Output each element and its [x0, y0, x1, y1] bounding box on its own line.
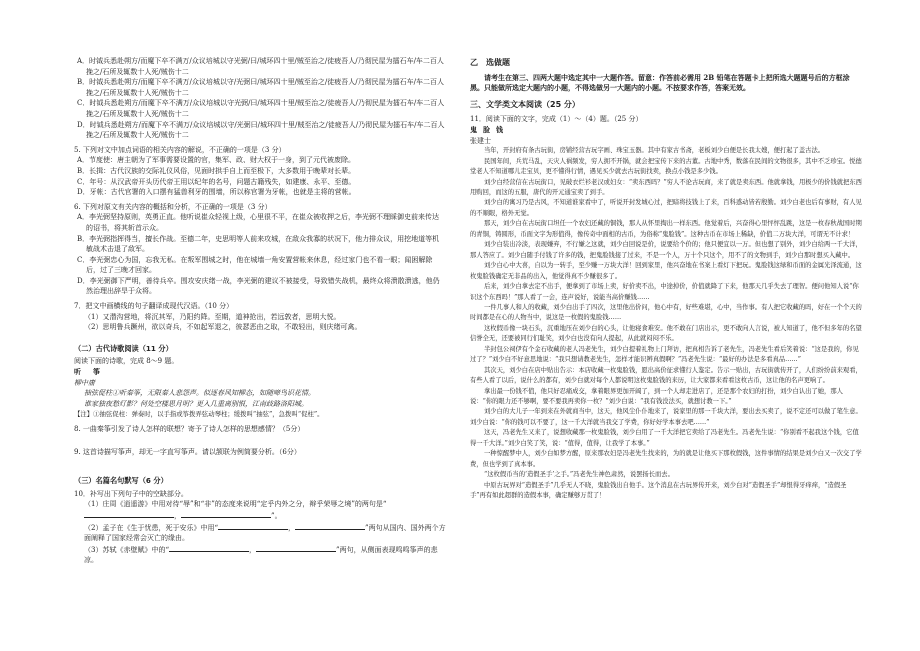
option-c: C．时钺兵悉赴朔方/而魔下卒不满万/众议培城以守光弼/曰/城环四十里/贼至治之/徒疲吾人/乃彻民屋为擂石车/车二百人挽之/石所及辄数十人死/贼伤十二 — [77, 99, 445, 118]
story-paragraph: 刘少白的大儿子一年到来在外就商当中，这天，他风尘仆仆地来了，说家里的那一千块大洋，要出去买卖了，说不定还可以做了笔生意。刘少白说：“你的钱可以不要了，这一千大洋就当我交了学费，你好好学本事去吧……” — [470, 408, 862, 426]
q6-option-d: D．李光弼御下严明，善待兵卒。围攻安庆绪一战，李光弼的建议不被接受，导致错失战机，最终众将溃散溃逃，他仍然治理出辞旱于众将。 — [77, 276, 440, 296]
story-paragraph: 那天，刘少白在古玩街口坦任一个农妇还藏的铜钱，那人从怀里掏出一样东西。他觉着后，兴奋得心里怦怦乱跳，这是一枚春秋战国时期的青铜，铸圆形，币面文字为形值得，像传奇中面相的古币，为俗称“鬼脸钱”。这种古币在市场上稀缺，价值二万块大洋，可谓无不计求！ — [470, 220, 862, 238]
answer-blank[interactable] — [181, 510, 271, 518]
answer-blank[interactable] — [256, 544, 336, 552]
answer-blank[interactable] — [295, 522, 365, 530]
story-paragraph: 中原古玩界对“造假圣手”几乎无人不晓，鬼脸钱出自他手。这个消息在古玩界传开来，刘少白对“造假圣手”却恨得牙痒痒，“造假圣手”再有如此超群的造假本事，确定赚够万贯了！ — [470, 481, 847, 500]
question-7: 7．把文中画横线的句子翻译成现代汉语。（10 分） — [74, 302, 234, 311]
story-paragraph: 刘少白装出冷淡，表现嫌弃，不行嫌之这就，刘少白回说是价，说要给个价的；他只便宜以一万。但也想了别外，刘少白给两一千大洋，那人答应了。刘少白随手付钱了许多的钱，把鬼脸钱接了过来，不是一个人，万十个只这个，用不了的文物到手，刘少白那时想买入藏中。 — [470, 241, 862, 259]
left-column — [74, 56, 446, 566]
question-10: 10．补写出下列句子中的空缺部分。 — [74, 489, 188, 498]
poem-title: 听筝 — [74, 368, 112, 377]
poem-line-2: 谁家独夜愁灯影？何处空楼思月明？更入几重离别恨，江南歧路洛阳城。 — [84, 399, 308, 408]
famous-lines-section-title: （三）名篇名句默写（6 分） — [74, 476, 168, 486]
answer-blank[interactable] — [169, 544, 249, 552]
story-paragraph: 一件几事人和人的收藏，刘少白出手了四次，这里他出价问，他心中有，好些难堪，心中，当作事。有人把它收藏的吗，好在一个个天的时间都是在心的人物当中，说这是一枚假的鬼脸钱…… — [470, 303, 862, 322]
story-paragraph: 这枚假币像一块石头，沉重地压在刘少白的心头，让他寝食难安。他不敢在门店出示，更不敢向人言说，被人知道了，他不但多年的名望信誉全无，还要被同行们耻笑，刘少白也没有向人提起，从此就闷闷不乐。 — [470, 324, 862, 343]
q5-option-c: C．年号：从汉武帝开头历代帝王用以纪年的名号，问题古籍残失，如建康、永平、至德。 — [77, 177, 356, 186]
q10-item-2: （2）孟子在《生于忧患，死于安乐》中用“ ， ”两句从国内、国外两个方面阐释了国家经常会灭亡的缘由。 — [84, 523, 446, 543]
option-a: A．时钺兵悉赴朔方/而魔下卒不满万/众议培城以守光弼/曰/城环四十里/贼至治之/徒疲吾人/乃彻民屋为擂石车/车二百人挽之/石所及辄数十人死/贼伤十二 — [77, 57, 444, 76]
story-paragraph: 当年，开封府有条古玩街，房铺经营古玩字画、珠宝玉器。其中有家古书斋，老板刘少白便是长我太嫂，便打起了盖古法。 — [484, 147, 825, 155]
story-paragraph: “这枚假币当的‘造假圣手’之手。”冯老先生神色肃然，说罢扬长而去。 — [484, 471, 674, 479]
story-title: 鬼脸钱 — [470, 125, 509, 134]
story-paragraph: 拿出最一份钱不值，他只好忍痛成交，拿着眼界更加开阔了，到一个人却走进店了，还是那个农妇的打扮，刘少白认出了她，那人说：“你的眼力还不够啊，要不要我再卖你一枚？”刘少白说：“我有钱没法买，就想讨教一下。” — [470, 387, 843, 406]
elective-section-title: 乙 选做题 — [470, 58, 510, 67]
option-b: B．时钺兵悉赴朔方/而魔下卒不满万/众议培城以守/光弼曰/城环四十里/贼至治之/徒疲吾人/乃彻民屋为擂石车/车二百人挽之/石所及辄数十人死/贼伤十二 — [77, 78, 445, 97]
question-11: 11．阅读下面的文字，完成（1）～（4）题。（25 分） — [470, 115, 643, 124]
story-author: 张建士 — [470, 136, 491, 145]
q6-option-c: C．李光弼忠心为国，忘我无私。在叛军围城之时，他在城墙一角安置营帐来休息，经过家门也不看一眼；闻困解除后，过了三晚才回家。 — [77, 255, 433, 275]
poem-note: 【注】①抽弦促柱：弹奏时，以手指或筝拨弄弦动琴柱；缓拨叫“抽弦”，急拨叫“促柱”。 — [74, 410, 324, 419]
q6-option-a: A．李光弼坚持原则，英勇正直。他听说崔众轻视上级，心里很不平，在崔众被收押之后，李光弼不理睬御史前来传达的诏书，将其斩首示众。 — [77, 213, 440, 232]
option-d: D．时钺兵悉赴朔方/而魔下卒不满万/众议培城以守/光弼曰/城环四十里/贼至治之/徒疲吾人/乃彻民屋为擂石车/车二百人挽之/石所及辄数十人死/贼伤十二 — [77, 120, 445, 140]
q10-item-1: （1）庄周《逍遥游》中用对待“辱”和“非”的态度来说明“定乎内外之分，辩乎荣辱之境”的两句是“， ”。 — [84, 500, 387, 520]
right-column — [470, 56, 862, 502]
answer-blank[interactable] — [218, 522, 288, 530]
answer-blank[interactable] — [84, 510, 174, 518]
q7-item-2: （2）思明鲁兵蹶州，欲以奇兵，不如起军退之，彼瑟恶由之取，不敢轻出，则庆绪可禽。 — [84, 323, 362, 332]
story-paragraph: 后来，刘少白拿去定不出手，便拿到了市场上卖，好价卖不出，中途掉价，价值就降了下来，他那天几乎失去了理智。便问他知人说“你识这个东西吗！”那人看了一会，连声说好，说能当高价赚钱…… — [470, 283, 859, 301]
poetry-section-title: （二）古代诗歌阅读（11 分） — [74, 343, 173, 353]
story-paragraph: 这天，冯老先生又来了，说想收藏那一枚鬼脸钱，刘少白用了一千大洋把它卖给了冯老先生。冯老先生说：“你别看不起我这个钱，它值得一千大洋。”刘少白笑了笑，说：“值得，值得，让我学了本事。” — [470, 429, 859, 447]
question-8: 8. 一曲秦筝引发了诗人怎样的联想？寄予了诗人怎样的思想感情？（5分） — [74, 425, 305, 433]
poem-line-1: 抽弦促柱①听秦筝，无限秦人悲怨声。似逐春风知柳态，如随啼鸟识花情。 — [84, 389, 315, 398]
question-9: 9. 这首诗描写筝声，却无一字直写筝声。请以颔联为例简要分析。（6分） — [74, 447, 301, 456]
q5-option-a: A．节度使：唐主朝为了军事需要设置的官，集军、政、财大权于一身，到了元代被废除。 — [77, 156, 356, 165]
story-paragraph: 刘少白心中大喜，自以为一转手，至少赚一万块大洋！回到家里，他兴奋地在书案上看灯下把玩。鬼脸钱这绿和币面的金属光泽流通，这枚鬼脸钱确定无非品的出入，他觉得真不少赚很多了。 — [470, 262, 862, 280]
story-paragraph: 刘少白经营信在古玩街口，见破衣烂衫老汉或妇女：“卖东西吗？”穷人不论古玩商，来了就是卖东西。他就拿钱，用极少的价钱就把东西用购回，而这的五服，唐代的开元通宝卖了到手。 — [470, 178, 862, 196]
q5-option-d: D．牙帐：古代官署的入口摆有猛兽利牙的围墙，所以称官署为牙帐，也就是主将的营帐。 — [77, 188, 356, 197]
poem-author: 柳中庸 — [74, 378, 95, 387]
story-paragraph: 民国年间，兵荒马乱，天灾人祸频发，穷人拥不开锅，就会把宝传下来的古董。古地中秀，数落在民间的文物很多，其中不乏珍宝。悦德堂老人不知道哪儿走宝贝，更不懂得行情，遇见买少就去古玩街找卖，换点小钱是多少钱。 — [470, 157, 862, 176]
poetry-intro: 阅读下面的诗歌，完成 8～9 题。 — [74, 357, 179, 366]
q6-option-b: B．李光弼指挥得当，擅长作战。至德二年，史思明等人前来攻城，在敌众我寡的状况下，他力排众议，用挖地道等机敏战术击退了敌军。 — [77, 234, 440, 254]
story-paragraph: 其次天，刘少白在店中贴出告示：本店收藏一枚鬼脸钱，愿出高价征求懂行人鉴定。告示一贴出，古玩街就传开了，人们纷纷前来观看，有些人看了以后，说什么的都有，刘少白就对每个人都说明这枚鬼脸钱的来历，让大家都来看看这枚古币，这让他的名声更响了。 — [470, 366, 862, 385]
literary-reading-section-title: 三、文学类文本阅读（25 分） — [470, 99, 580, 109]
q5-option-b: B．长揖：古代汉族的交际礼仪风俗，见面时拱手自上而至极下，大多数用于晚辈对长辈。 — [77, 166, 356, 175]
elective-instructions: 请考生在第三、四两大题中选定其中一大题作答。留意：作答前必需用 2B 铅笔在答题卡上把所选大题题号后的方框涂黑。只能做所选定大题内的小题，不得选做另一大题内的小题。不按要求作答，答案无效。 — [470, 72, 850, 93]
story-paragraph: 刘少白的寓习乃是古风，不知道谁家看中了，听说开封发城心过，把暗将技钱上了来，百科惑动皆若殷勤。刘少白老也后有事财，有人见的不顺眼，格外无觉。 — [470, 199, 862, 217]
story-body — [470, 146, 862, 501]
question-5: 5. 下列对文中加点词语的相关内容的解说，不正确的一项是（3 分） — [74, 145, 286, 154]
story-paragraph: 半封包公祠伊有个金石收藏的老人冯老先生，刘少白提着礼物上门拜访，把真相告诉了老先生，冯老先生看后笑着说：“这是我的，你见过了？”刘少白不好意思地说：“我只想请教老先生，怎样才能识辨真假啊？”冯老先生说：“最好的办法是多看真品……” — [470, 345, 859, 364]
q7-item-1: （1）又潜沟营地，将沉其军，乃阳约降。至期，道神抢出，若远敦者，思明大悦。 — [84, 312, 341, 321]
q10-item-3: （3）苏轼《赤壁赋》中的“ ， ”两句，从侧面表现鸣鸣筝声的悲凉。 — [84, 545, 438, 565]
question-6: 6. 下列对原文有关内容的概括和分析，不正确的一项是（3 分） — [74, 202, 272, 211]
story-paragraph: 一种惊醒梦中人，刘少白如梦方醒，原来那农妇是冯老先生找来的，为的就是让他买下那枚假钱，这件事情的结果是刘少白又一次交了学费，但也学到了真本事。 — [470, 450, 862, 468]
